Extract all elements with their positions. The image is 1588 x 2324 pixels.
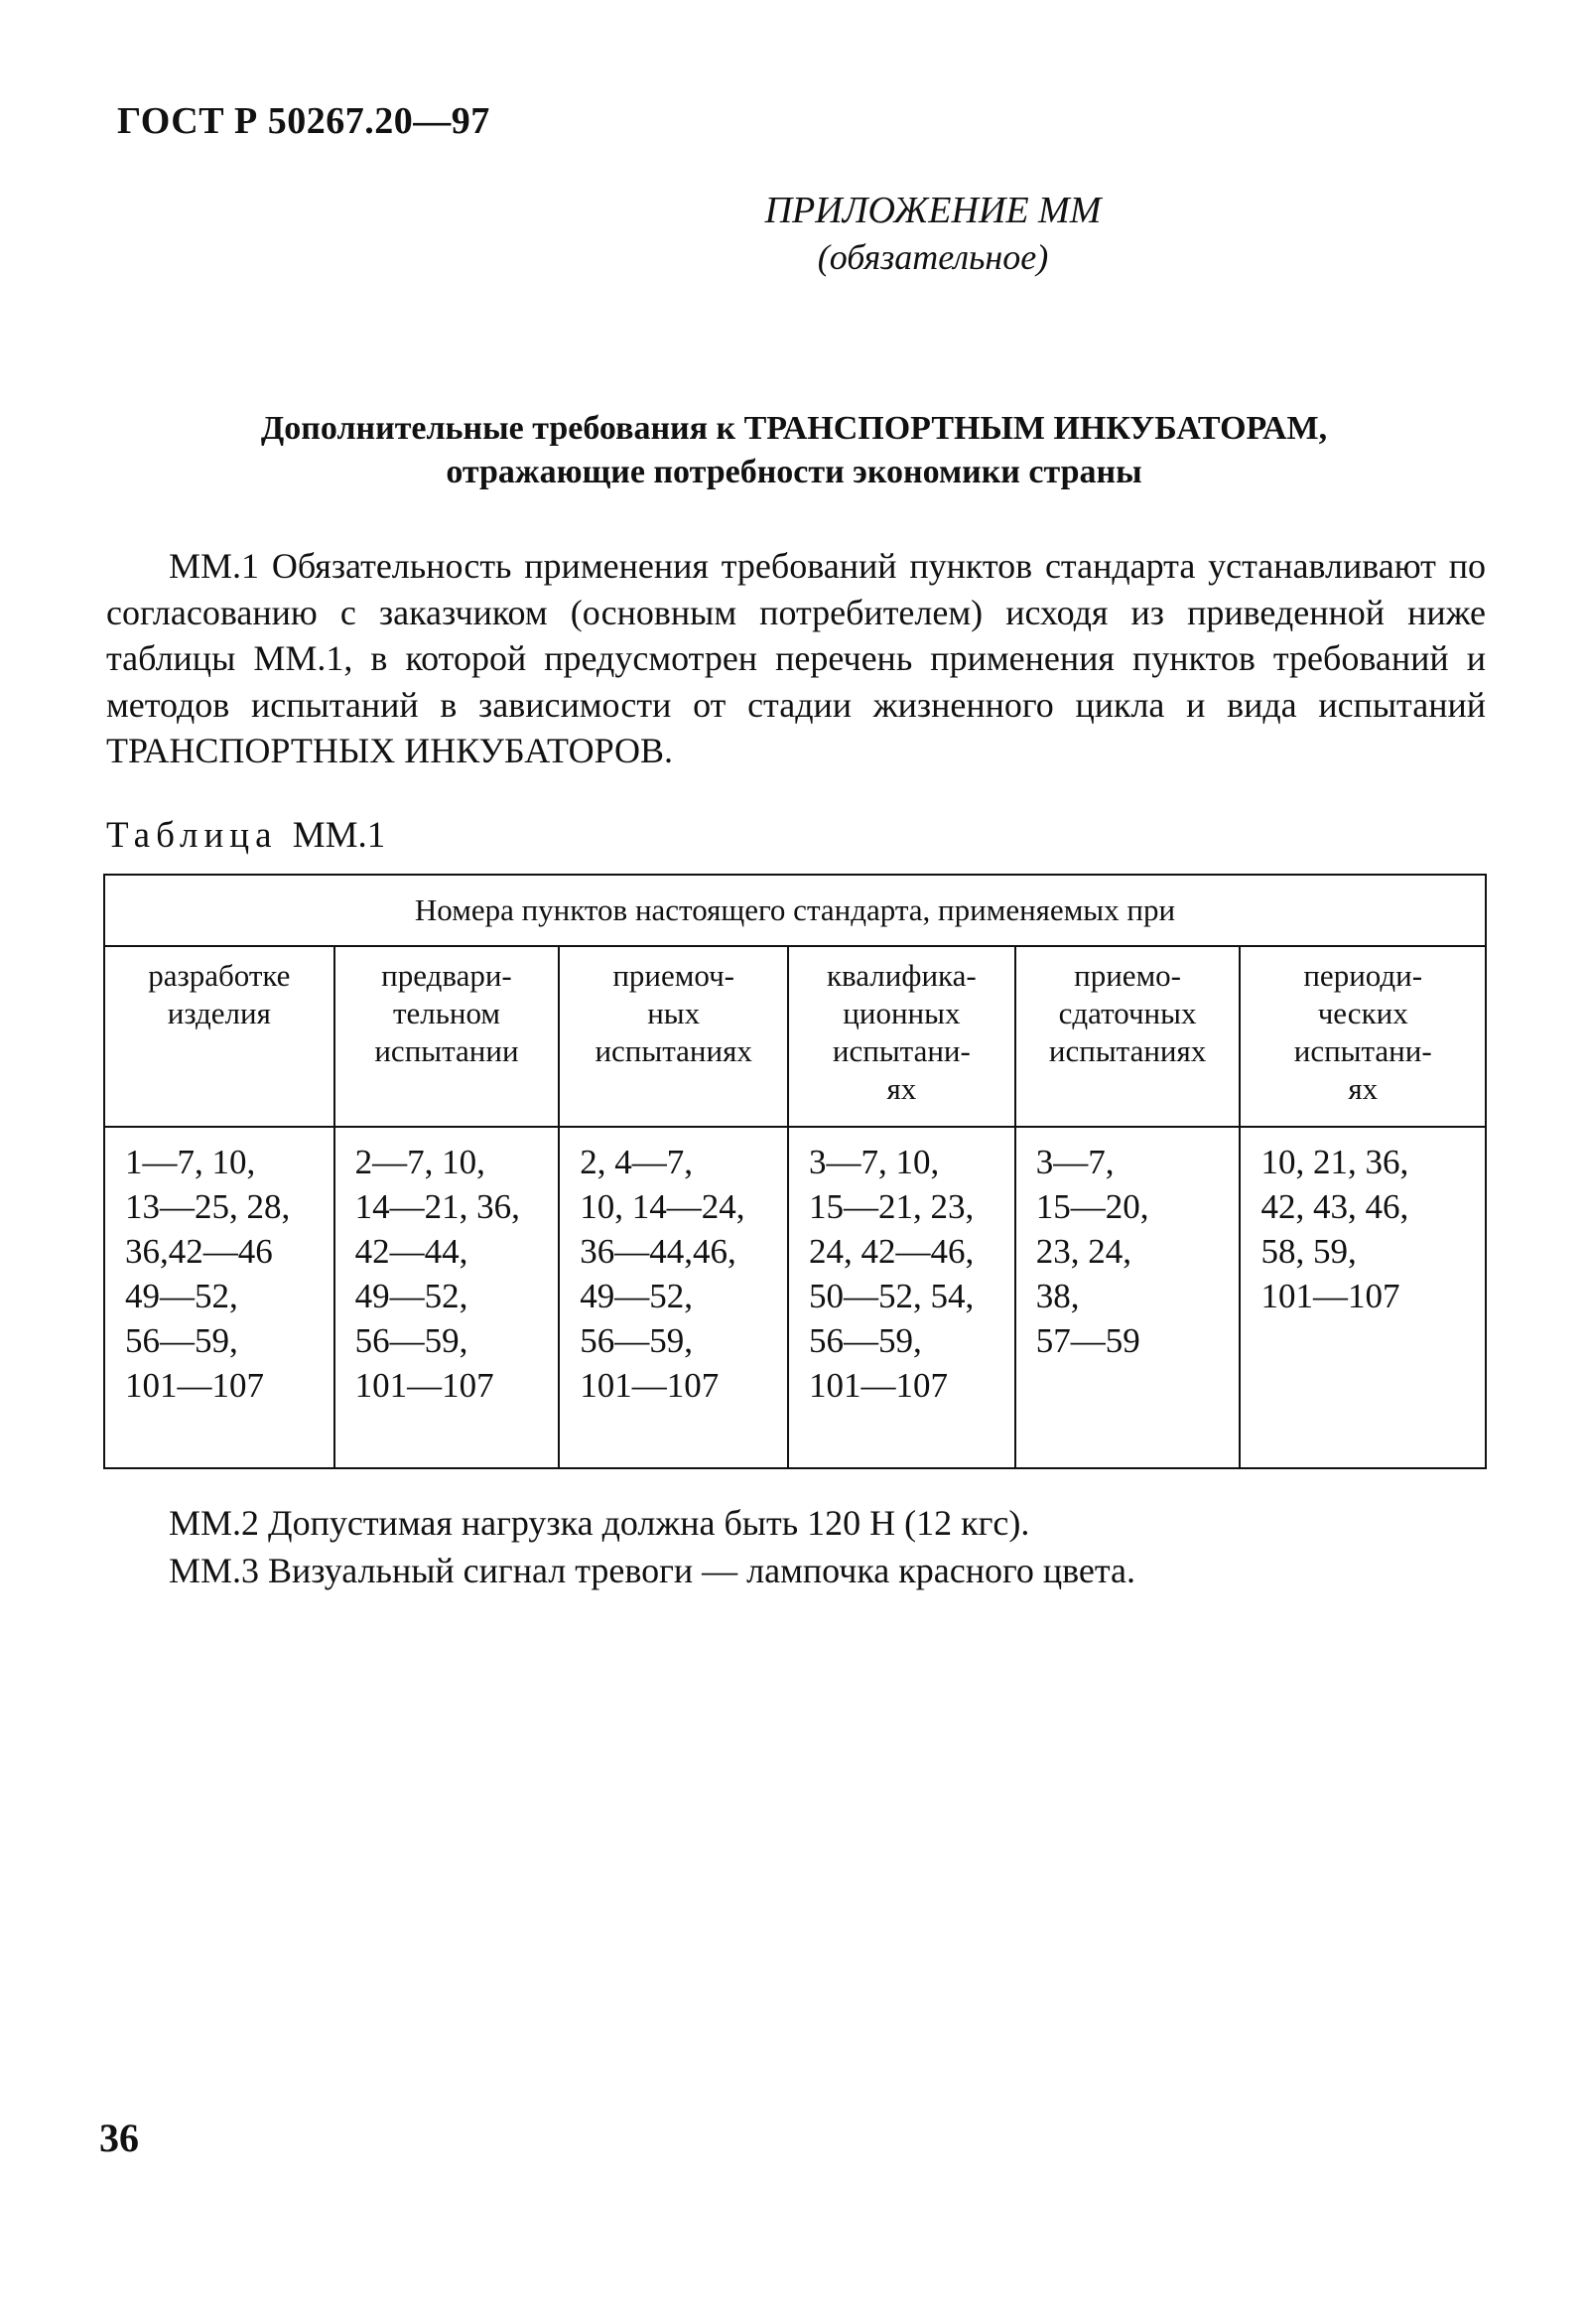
table-label-word: Таблица — [106, 815, 278, 856]
column-header-delivery-tests: приемо- сдаточных испытаниях — [1015, 946, 1241, 1127]
note-mm2: ММ.2 Допустимая нагрузка должна быть 120 Н (12 кгс). — [169, 1503, 1030, 1543]
table-cell-delivery-tests: 3—7, 15—20, 23, 24, 38, 57—59 — [1015, 1127, 1241, 1468]
column-header-preliminary-tests: предвари- тельном испытании — [334, 946, 560, 1127]
table-group-header-row — [104, 875, 1486, 946]
document-code: ГОСТ Р 50267.20—97 — [117, 100, 490, 142]
appendix-status: (обязательное) — [817, 237, 1049, 277]
section-heading-line-1: Дополнительные требования к ТРАНСПОРТНЫМ ИНКУБАТОРАМ, — [260, 410, 1328, 447]
column-header-qualification-tests: квалифика- ционных испытани- ях — [788, 946, 1015, 1127]
table-row — [104, 1127, 1486, 1468]
table-cell-acceptance-tests: 2, 4—7, 10, 14—24, 36—44,46, 49—52, 56—59, 101—107 — [559, 1127, 788, 1468]
column-header-acceptance-tests: приемоч- ных испытаниях — [559, 946, 788, 1127]
page-number: 36 — [99, 2116, 139, 2160]
paragraph-mm1: ММ.1 Обязательность применения требований пунктов стандарта устанавливают по согласованию с заказчиком (основным потребителем) исходя из приведенной ниже таблицы ММ.1, в которой предусмотрен перечень применения пунктов требований и методов испытаний в зависимости от стадии жизненного цикла и вида испытаний ТРАНСПОРТНЫХ ИНКУБАТОРОВ. — [106, 546, 1486, 770]
column-header-periodic-tests: периоди- ческих испытани- ях — [1240, 946, 1486, 1127]
table-label-number: ММ.1 — [292, 815, 386, 856]
appendix-title: ПРИЛОЖЕНИЕ ММ — [764, 190, 1102, 231]
column-header-development: разработке изделия — [104, 946, 334, 1127]
table-cell-preliminary-tests: 2—7, 10, 14—21, 36, 42—44, 49—52, 56—59, 101—107 — [334, 1127, 560, 1468]
appendix-block — [0, 187, 1588, 280]
section-heading-line-2: отражающие потребности экономики страны — [446, 454, 1142, 490]
notes-block — [169, 1499, 1135, 1594]
table-cell-periodic-tests: 10, 21, 36, 42, 43, 46, 58, 59, 101—107 — [1240, 1127, 1486, 1468]
table-label — [106, 814, 385, 857]
table-cell-development: 1—7, 10, 13—25, 28, 36,42—46 49—52, 56—59, 101—107 — [104, 1127, 334, 1468]
table-mm1 — [103, 874, 1487, 1469]
table-column-header-row — [104, 946, 1486, 1127]
table-cell-qualification-tests: 3—7, 10, 15—21, 23, 24, 42—46, 50—52, 54, 56—59, 101—107 — [788, 1127, 1015, 1468]
table-group-header: Номера пунктов настоящего стандарта, применяемых при — [104, 875, 1486, 946]
note-mm3: ММ.3 Визуальный сигнал тревоги — лампочка красного цвета. — [169, 1551, 1136, 1590]
section-heading — [99, 407, 1489, 494]
